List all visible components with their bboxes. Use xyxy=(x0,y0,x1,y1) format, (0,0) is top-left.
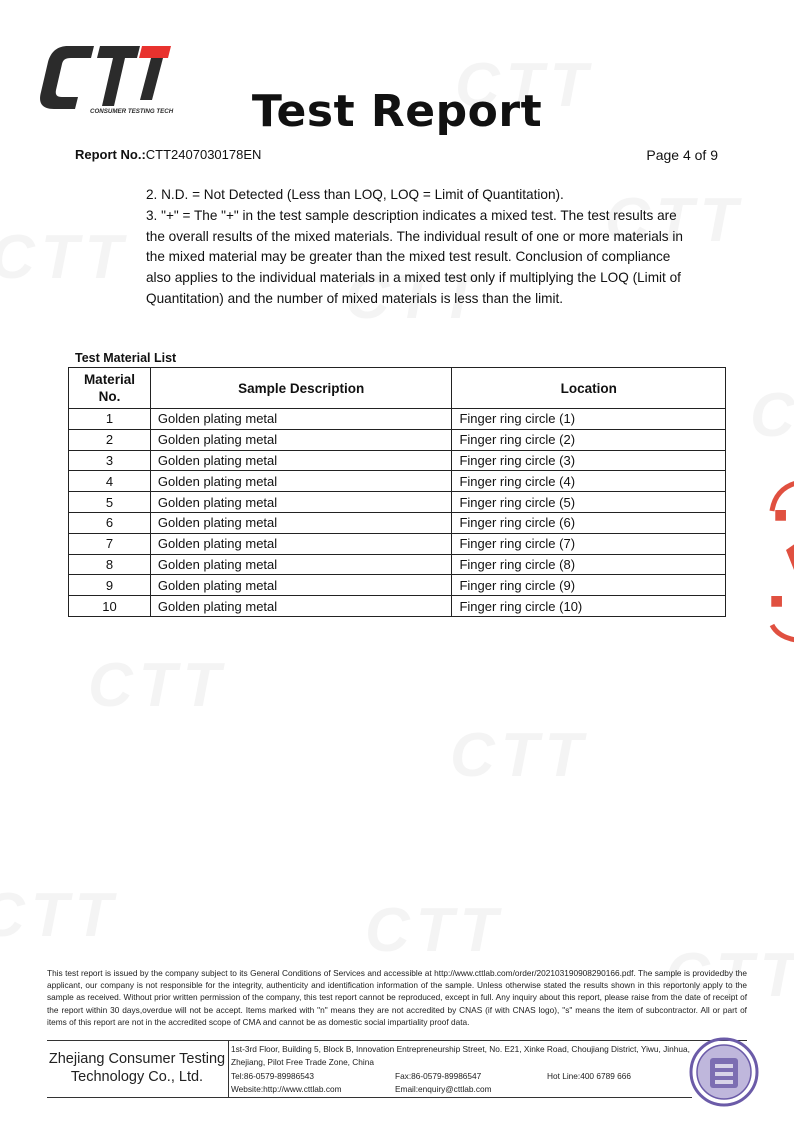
watermark-logo xyxy=(750,380,794,451)
header-sample-description: Sample Description xyxy=(150,368,452,409)
footer-divider xyxy=(47,1040,747,1041)
table-row xyxy=(69,409,726,430)
table-row xyxy=(69,596,726,617)
cell-location: Finger ring circle (6) xyxy=(452,512,726,533)
table-row xyxy=(69,471,726,492)
report-number: Report No.:CTT2407030178EN xyxy=(75,147,262,162)
svg-text:■: ■ xyxy=(774,507,788,523)
cell-sample-description: Golden plating metal xyxy=(150,471,452,492)
footer-bottom-divider xyxy=(47,1097,692,1098)
cell-sample-description: Golden plating metal xyxy=(150,450,452,471)
cell-material-no: 2 xyxy=(69,429,151,450)
cell-sample-description: Golden plating metal xyxy=(150,429,452,450)
cell-material-no: 5 xyxy=(69,492,151,513)
table-row xyxy=(69,429,726,450)
cell-sample-description: Golden plating metal xyxy=(150,512,452,533)
watermark-logo xyxy=(0,880,119,951)
cell-material-no: 4 xyxy=(69,471,151,492)
cell-location: Finger ring circle (4) xyxy=(452,471,726,492)
cell-material-no: 3 xyxy=(69,450,151,471)
table-row xyxy=(69,554,726,575)
page-number: Page 4 of 9 xyxy=(646,147,718,163)
cell-location: Finger ring circle (1) xyxy=(452,409,726,430)
header-location: Location xyxy=(452,368,726,409)
fax: Fax:86-0579-89986547 xyxy=(395,1071,482,1081)
watermark-logo xyxy=(365,895,504,966)
cell-material-no: 1 xyxy=(69,409,151,430)
cell-sample-description: Golden plating metal xyxy=(150,554,452,575)
tel: Tel:86-0579-89986543 xyxy=(231,1071,315,1081)
table-row xyxy=(69,533,726,554)
header-material-no: Material No. xyxy=(69,368,151,409)
stamp-fragment xyxy=(768,475,794,645)
table-row xyxy=(69,450,726,471)
cell-sample-description: Golden plating metal xyxy=(150,492,452,513)
cell-location: Finger ring circle (5) xyxy=(452,492,726,513)
footer-vertical-divider xyxy=(228,1041,229,1097)
cell-material-no: 6 xyxy=(69,512,151,533)
cell-sample-description: Golden plating metal xyxy=(150,575,452,596)
logo-tagline: CONSUMER TESTING TECH xyxy=(90,108,174,115)
cell-material-no: 7 xyxy=(69,533,151,554)
page-title: Test Report xyxy=(251,86,543,137)
hotline: Hot Line:400 6789 666 xyxy=(547,1071,631,1081)
disclaimer: This test report is issued by the company subject to its General Conditions of Services and accessible at http://www.cttlab.com/order/20210319090829016​6.pdf. The sample is providedby the applicant, our company is not responsible for the integrity, authenticity and identification information of the sample. Unless otherwise stated the results shown in this reportonly apply to the sample as received. Without prior written permission of the company, this test report cannot be reproduced, except in full. Any inquiry about this report, please raise from the date of receipt of the report within 30 days,overdue will not be accept. Items marked with "n" means they are not accredited by CNAS (if with CNAS logo), "s" means the item of subcontractor. All or part of items of this report are not in the accredited scope of CMA and cannot be as domestic social impartiality proof data. xyxy=(47,968,747,1027)
svg-text:■: ■ xyxy=(770,593,784,609)
watermark-logo xyxy=(450,720,589,791)
company-seal-icon xyxy=(688,1036,760,1108)
note-2: 2. N.D. = Not Detected (Less than LOQ, LOQ = Limit of Quantitation). xyxy=(146,187,564,202)
company-name: Zhejiang Consumer Testing Technology Co., Ltd. xyxy=(48,1051,226,1085)
cell-location: Finger ring circle (9) xyxy=(452,575,726,596)
website-link[interactable]: Website:http://www.cttlab.com xyxy=(231,1084,342,1094)
material-list-title: Test Material List xyxy=(75,351,177,365)
table-row xyxy=(69,512,726,533)
cell-location: Finger ring circle (3) xyxy=(452,450,726,471)
table-row xyxy=(69,492,726,513)
email-link[interactable]: Email:enquiry@cttlab.com xyxy=(395,1084,492,1094)
cell-material-no: 9 xyxy=(69,575,151,596)
cell-sample-description: Golden plating metal xyxy=(150,596,452,617)
table-row xyxy=(69,575,726,596)
note-3: 3. "+" = The "+" in the test sample description indicates a mixed test. The test results are the overall results of the mixed materials. The individual result of one or more materials in the mixed material may be greater than the mixed test result. Conclusion of compliance also applies to the individual materials in a mixed test only if multiplying the LOQ (Limit of Quantitation) and the number of mixed materials is less than the limit. xyxy=(146,207,683,306)
cell-sample-description: Golden plating metal xyxy=(150,409,452,430)
cell-location: Finger ring circle (10) xyxy=(452,596,726,617)
cell-location: Finger ring circle (2) xyxy=(452,429,726,450)
watermark-logo xyxy=(0,222,129,293)
cell-material-no: 10 xyxy=(69,596,151,617)
cell-location: Finger ring circle (7) xyxy=(452,533,726,554)
table-header-row xyxy=(69,368,726,409)
cell-sample-description: Golden plating metal xyxy=(150,533,452,554)
cell-location: Finger ring circle (8) xyxy=(452,554,726,575)
company-address: 1st-3rd Floor, Building 5, Block B, Innovation Entrepreneurship Street, No. E21, Xinke Road, Choujiang District, Yiwu, Jinhua, Zhejiang, Pilot Free Trade Zone, China xyxy=(231,1044,690,1068)
watermark-logo xyxy=(88,650,227,721)
material-table xyxy=(68,367,726,617)
notes xyxy=(146,185,694,310)
cell-material-no: 8 xyxy=(69,554,151,575)
